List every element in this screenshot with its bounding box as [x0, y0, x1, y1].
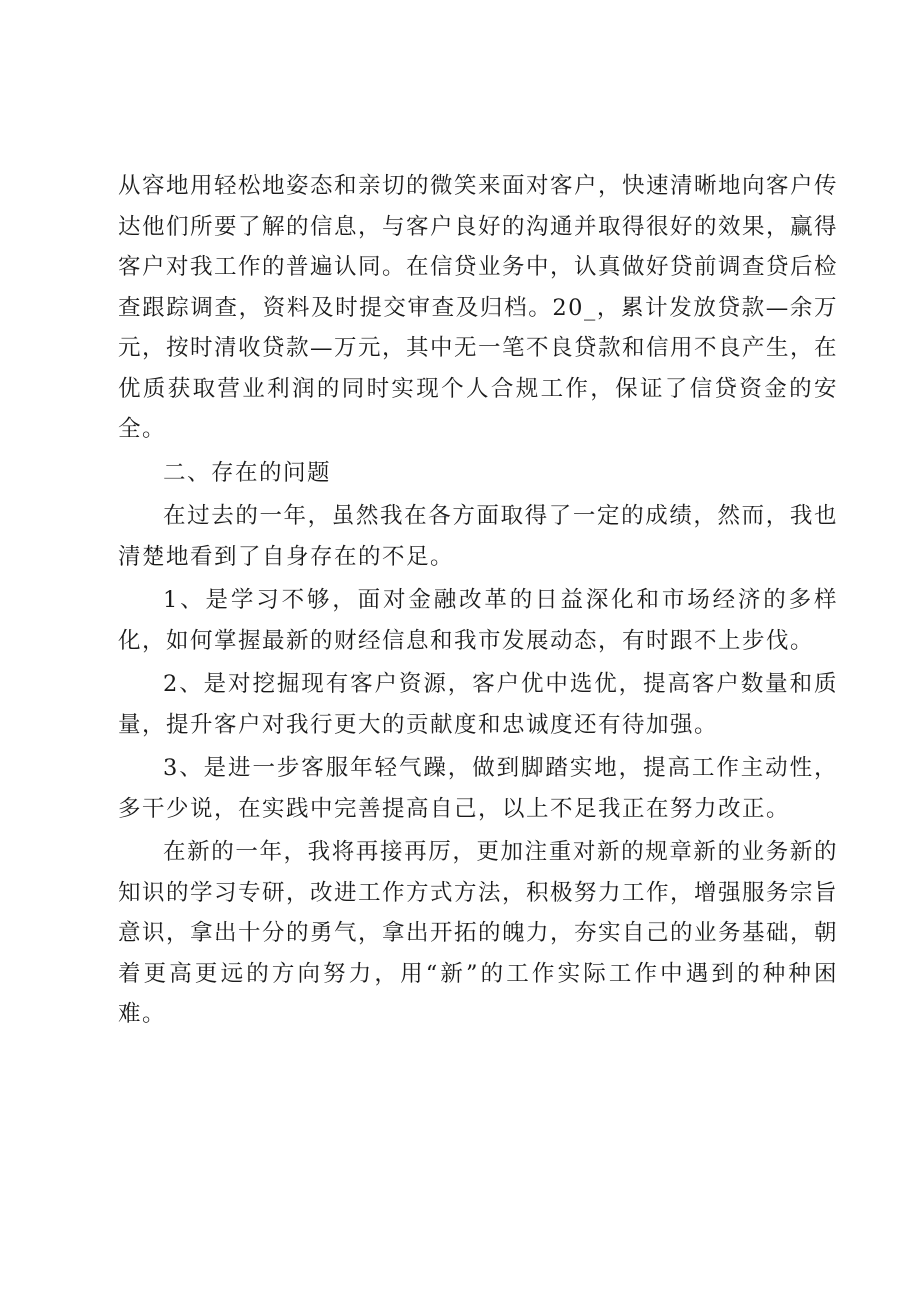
paragraph-problem-2: 2、是对挖掘现有客户资源，客户优中选优，提高客户数量和质量，提升客户对我行更大的贡献度和忠诚度还有待加强。 [118, 671, 838, 738]
section-heading-problems: 二、存在的问题 [163, 459, 332, 486]
paragraph-problems-intro: 在过去的一年，虽然我在各方面取得了一定的成绩，然而，我也清楚地看到了自身存在的不足。 [118, 503, 838, 570]
paragraph-new-year-plan: 在新的一年，我将再接再厉，更加注重对新的规章新的业务新的知识的学习专研，改进工作方式方法，积极努力工作，增强服务宗旨意识，拿出十分的勇气，拿出开拓的魄力，夯实自己的业务基础，朝着更高更远的方向努力，用“新”的工作实际工作中遇到的种种困难。 [118, 839, 839, 1027]
paragraph-work-summary: 从容地用轻松地姿态和亲切的微笑来面对客户，快速清晰地向客户传达他们所要了解的信息，与客户良好的沟通并取得很好的效果，赢得客户对我工作的普遍认同。在信贷业务中，认真做好贷前调查贷后检查跟踪调查，资料及时提交审查及归档。20_，累计发放贷款—余万元，按时清收贷款—万元，其中无一笔不良贷款和信用不良产生，在优质获取营业利润的同时实现个人合规工作，保证了信贷资金的安全。 [118, 173, 839, 442]
paragraph-problem-1: 1、是学习不够，面对金融改革的日益深化和市场经济的多样化，如何掌握最新的财经信息和我市发展动态，有时跟不上步伐。 [118, 587, 838, 654]
document-body [118, 166, 838, 1035]
paragraph-problem-3: 3、是进一步客服年轻气躁，做到脚踏实地，提高工作主动性，多干少说，在实践中完善提高自己，以上不足我正在努力改正。 [118, 755, 838, 822]
